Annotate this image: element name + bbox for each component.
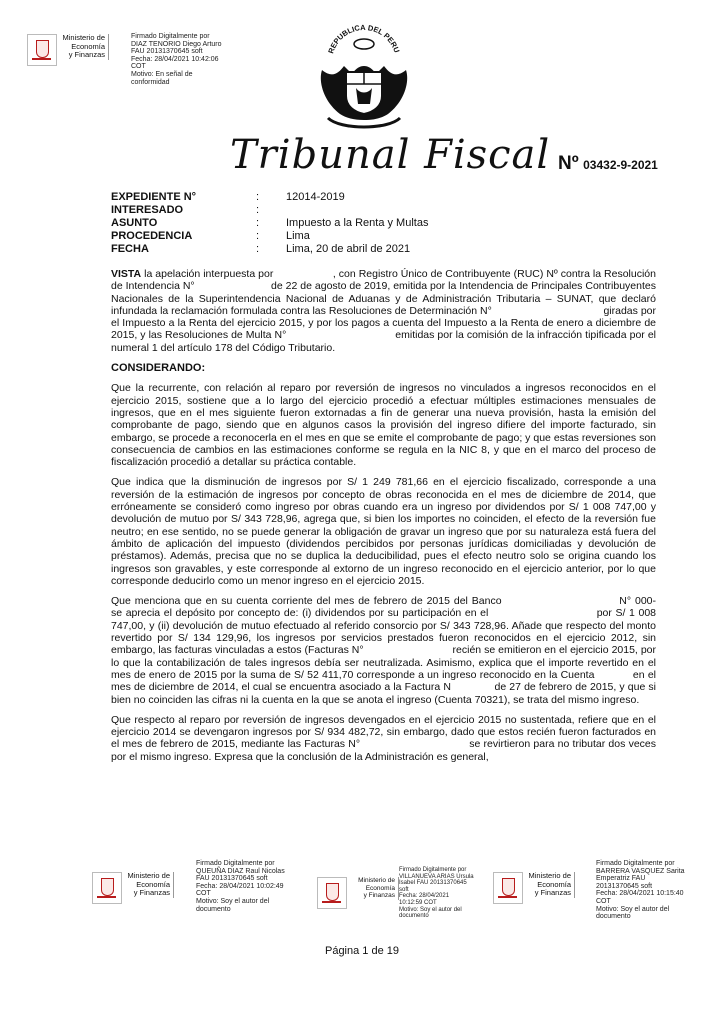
field-asunto: ASUNTO : Impuesto a la Renta y Multas	[111, 217, 429, 229]
ministry-label: Ministerio de Economía y Finanzas	[61, 34, 109, 60]
bottom-signature-3-text: Firmado Digitalmente por BARRERA VASQUEZ Sarita Emperatriz FAU 20131370645 soft Fecha: 28/04/2021 10:15:40 COT Motivo: Soy el autor del documento	[596, 860, 685, 921]
bottom-signature-2: Ministerio de Economía y Finanzas	[317, 877, 399, 909]
page-number: Página 1 de 19	[324, 945, 399, 957]
paragraph-2: Que indica que la disminución de ingresos por S/ 1 249 781,66 en el ejercicio fiscalizado, corresponde a una reversión de la estimación de ingresos por concepto de obras reconocida en el mes de diciembre de 2014, que erróneamente se consideró como ingreso por obras cuando era un ingreso por dividendos por S/ 1 008 747,00 y devolución de mutuo por S/ 343 728,96, agrega que, si bien los importes no coinciden, el efecto de la reversión fue neutro; en ese sentido, no se puede generar la obligación de gravar un ingreso que por su naturaleza está fuera del ámbito de aplicación del impuesto (dividendos percibidos por personas jurídicas domiciliadas y devolución de préstamos). Además, precisa que no se duplica la deducibilidad, pues el efecto neutro solo se origina cuando los ingresos son gravables, y este corresponde al extorno de un ingreso reconocido en el ejercicio anterior, por lo que corresponde deducirlo como un menor ingreso en el ejercicio 2015.	[111, 476, 659, 587]
body-text	[111, 268, 703, 771]
header-fields	[111, 191, 428, 256]
bottom-signature-1-text: Firmado Digitalmente por QUEUÑA DIAZ Raul Nicolas FAU 20131370645 soft Fecha: 28/04/2021 10:02:49 COT Motivo: Soy el autor del documento	[196, 860, 285, 913]
bottom-signature-2-text: Firmado Digitalmente por VILLANUEVA ARIAS Ursula Isabel FAU 20131370645 soft Fecha: 28/04/2021 10:12:59 COT Motivo: Soy el autor del documento	[399, 867, 474, 920]
resolution-number: Nº 03432-9-2021	[558, 153, 658, 174]
tribunal-title: Tribunal Fiscal	[230, 132, 551, 178]
paragraph-3: Que menciona que en su cuenta corriente del mes de febrero de 2015 del Banco N° 000- se aprecia el depósito por concepto de: (i) dividendos por su participación en el por S/ 1 008 747,00, y (ii) devolución de mutuo efectuado al referido consorcio por S/ 343 728,96. Añade que respecto del monto revertido por S/ 134 129,96, los ingresos por servicios prestados fueron reconocidos en el ejercicio 2012, sin embargo, las facturas vinculadas a estos (Facturas N° recién se emitieron en el ejercicio 2015, por lo que la contabilización de tales ingresos debía ser neutralizada. Asimismo, explica que el importe revertido en el mes de enero de 2015 por la suma de S/ 52 411,70 corresponde a un ingreso reconocido en la Cuenta en el mes de diciembre de 2014, el cual se encuentra asociado a la Factura N de 27 de febrero de 2015, y que si bien no coinciden las cifras ni la cuenta en la que se anota el ingreso (Cuenta 70321), se trata del mismo ingreso.	[111, 595, 703, 706]
peru-seal-icon	[92, 872, 122, 904]
paragraph-1: Que la recurrente, con relación al reparo por reversión de ingresos no vinculados a ingresos reconocidos en el ejercicio 2015, sostiene que a lo largo del ejercicio procedió a efectuar múltiples estimaciones mensuales de ingresos, que en el mes siguiente fueron extornadas a fin de generar una nueva provisión, hasta la emisión del comprobante de pago, siendo que en algunos casos la provisión del ingreso difiere del importe facturado, sin embargo, se procede a reconocerla en el mes en que se emite el comprobante de pago; y que estas reversiones son consecuencia de cambios en las estimaciones conforme se regula en la NIC 8, y que en el marco del proceso de fiscalización procedió a detallar su práctica contable.	[111, 382, 659, 469]
peru-crest-icon	[310, 22, 418, 132]
considerando-heading: CONSIDERANDO:	[111, 362, 206, 375]
field-expediente: EXPEDIENTE N° : 12014-2019	[111, 191, 345, 203]
top-signature-text: Firmado Digitalmente por DIAZ TENORIO Diego Arturo FAU 20131370645 soft Fecha: 28/04/2021 10:42:06 COT Motivo: En señal de conformidad	[131, 33, 222, 86]
bottom-signature-1: Ministerio de Economía y Finanzas	[92, 872, 174, 904]
peru-seal-icon	[493, 872, 523, 904]
crest-text: REPUBLICA DEL PERU	[326, 22, 402, 55]
top-signature	[27, 34, 109, 66]
paragraph-4: Que respecto al reparo por reversión de ingresos devengados en el ejercicio 2015 no sustentada, refiere que en el ejercicio 2014 se devengaron ingresos por S/ 934 482,72, sin embargo, dado que estos recién fueron facturados en el mes de febrero de 2015, mediante las Facturas N° se revirtieron para no tributar dos veces por el mismo ingreso. Expresa que la conclusión de la Administración es general,	[111, 713, 659, 763]
peru-seal-icon	[27, 34, 57, 66]
field-interesado: INTERESADO :	[111, 204, 260, 216]
field-procedencia: PROCEDENCIA : Lima	[111, 230, 310, 242]
peru-seal-icon	[317, 877, 347, 909]
vista-paragraph: VISTA la apelación interpuesta por , con Registro Único de Contribuyente (RUC) Nº contra la Resolución de Intendencia N° de 22 de agosto de 2019, emitida por la Intendencia de Principales Contribuyentes Nacionales de la Superintendencia Nacional de Aduanas y de Administración Tributaria – SUNAT, que declaró infundada la reclamación formulada contra las Resoluciones de Determinación N° giradas por el Impuesto a la Renta del ejercicio 2015, y por los pagos a cuenta del Impuesto a la Renta de enero a diciembre de 2015, y las Resoluciones de Multa N° emitidas por la comisión de la infracción tipificada por el numeral 1 del artículo 178 del Código Tributario.	[111, 268, 659, 354]
bottom-signature-3: Ministerio de Economía y Finanzas	[493, 872, 575, 904]
field-fecha: FECHA : Lima, 20 de abril de 2021	[111, 243, 411, 255]
